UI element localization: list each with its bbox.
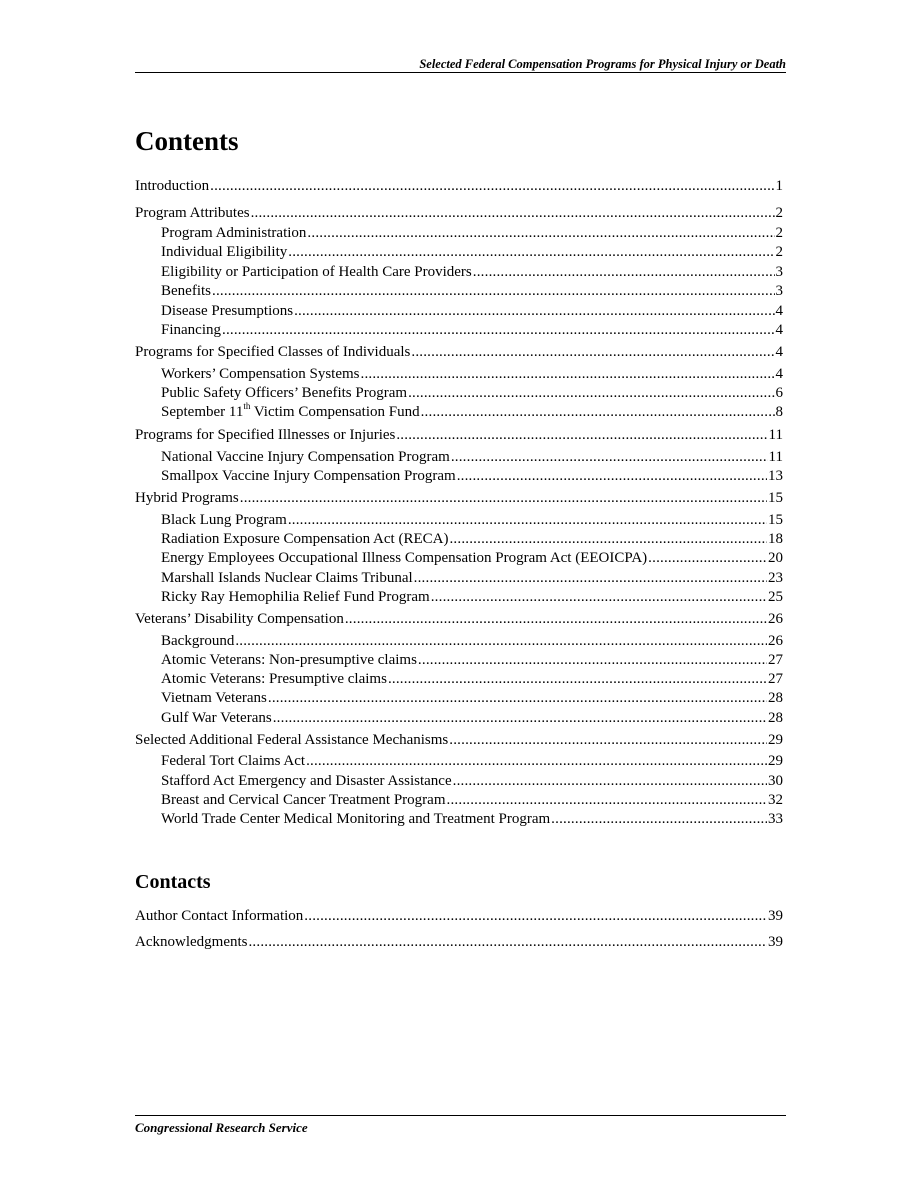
toc-page-number: 11 bbox=[768, 427, 783, 443]
toc-entry-label: National Vaccine Injury Compensation Program bbox=[161, 449, 450, 465]
toc-entry-label: Smallpox Vaccine Injury Compensation Program bbox=[161, 468, 456, 484]
toc-dot-leader bbox=[306, 752, 767, 771]
toc-entry-smallpox-vaccine[interactable] bbox=[161, 467, 783, 486]
toc-entry-ricky-ray[interactable] bbox=[161, 588, 783, 607]
toc-entry-label: Selected Additional Federal Assistance Mechanisms bbox=[135, 732, 449, 748]
toc-entry-september-11-fund[interactable] bbox=[161, 403, 783, 422]
toc-page-number: 4 bbox=[775, 344, 783, 360]
toc-entry-label: Breast and Cervical Cancer Treatment Program bbox=[161, 792, 446, 808]
toc-page-number: 1 bbox=[775, 178, 783, 194]
toc-dot-leader bbox=[451, 448, 768, 467]
toc-dot-leader bbox=[449, 731, 767, 750]
toc-dot-leader bbox=[212, 282, 775, 301]
toc-entry-hybrid-programs[interactable] bbox=[135, 489, 783, 508]
toc-page-number: 18 bbox=[768, 531, 783, 547]
toc-page-number: 27 bbox=[768, 671, 783, 687]
toc-page-number: 15 bbox=[768, 512, 783, 528]
toc-entry-label: Public Safety Officers’ Benefits Program bbox=[161, 385, 408, 401]
footer-rule bbox=[135, 1115, 786, 1116]
toc-entry-individual-eligibility[interactable] bbox=[161, 243, 783, 262]
toc-dot-leader bbox=[304, 907, 767, 926]
contents-heading: Contents bbox=[135, 126, 239, 156]
toc-entry-label: Atomic Veterans: Presumptive claims bbox=[161, 671, 387, 687]
toc-entry-label-part: Victim Compensation Fund bbox=[250, 404, 420, 420]
toc-entry-label: Individual Eligibility bbox=[161, 244, 288, 260]
toc-entry-label: Gulf War Veterans bbox=[161, 710, 272, 726]
toc-entry-label: Programs for Specified Classes of Individuals bbox=[135, 344, 411, 360]
toc-page-number: 20 bbox=[768, 550, 783, 566]
toc-page-number: 23 bbox=[768, 570, 783, 586]
toc-page-number: 6 bbox=[775, 385, 783, 401]
toc-entry-label: Disease Presumptions bbox=[161, 303, 294, 319]
toc-entry-eeoicpa[interactable] bbox=[161, 549, 783, 568]
toc-dot-leader bbox=[388, 670, 767, 689]
toc-entry-additional-assistance[interactable] bbox=[135, 731, 783, 750]
toc-page-number: 4 bbox=[775, 322, 783, 338]
toc-dot-leader bbox=[473, 263, 775, 282]
toc-entry-label: Programs for Specified Illnesses or Injuries bbox=[135, 427, 396, 443]
toc-page-number: 26 bbox=[768, 633, 783, 649]
toc-entry-label: Black Lung Program bbox=[161, 512, 287, 528]
toc-dot-leader bbox=[248, 933, 767, 952]
toc-entry-label: Eligibility or Participation of Health Care Providers bbox=[161, 264, 472, 280]
toc-page-number: 25 bbox=[768, 589, 783, 605]
ordinal-superscript: th bbox=[243, 401, 251, 411]
toc-entry-disease-presumptions[interactable] bbox=[161, 302, 783, 321]
toc-page-number: 28 bbox=[768, 710, 783, 726]
toc-entry-financing[interactable] bbox=[161, 321, 783, 340]
toc-entry-label: Financing bbox=[161, 322, 221, 338]
toc-dot-leader bbox=[411, 343, 774, 362]
toc-entry-health-care-providers[interactable] bbox=[161, 263, 783, 282]
toc-entry-atomic-presumptive[interactable] bbox=[161, 670, 783, 689]
toc-entry-label: Introduction bbox=[135, 178, 210, 194]
toc-entry-workers-compensation[interactable] bbox=[161, 365, 783, 384]
toc-entry-label: Radiation Exposure Compensation Act (RECA) bbox=[161, 531, 449, 547]
toc-page-number: 2 bbox=[775, 244, 783, 260]
toc-entry-label: Energy Employees Occupational Illness Compensation Program Act (EEOICPA) bbox=[161, 550, 648, 566]
toc-page-number: 2 bbox=[775, 205, 783, 221]
toc-page-number: 13 bbox=[768, 468, 783, 484]
toc-entry-label: Acknowledgments bbox=[135, 934, 248, 950]
toc-entry-label: Stafford Act Emergency and Disaster Assistance bbox=[161, 773, 452, 789]
toc-dot-leader bbox=[307, 224, 774, 243]
toc-entry-world-trade-center[interactable] bbox=[161, 810, 783, 829]
toc-page-number: 11 bbox=[768, 449, 783, 465]
toc-dot-leader bbox=[235, 632, 767, 651]
toc-entry-label: Atomic Veterans: Non-presumptive claims bbox=[161, 652, 417, 668]
toc-page-number: 28 bbox=[768, 690, 783, 706]
toc-page-number: 33 bbox=[768, 811, 783, 827]
toc-dot-leader bbox=[240, 489, 767, 508]
toc-dot-leader bbox=[222, 321, 775, 340]
toc-entry-label-part: September 11 bbox=[161, 404, 244, 420]
toc-page-number: 2 bbox=[775, 225, 783, 241]
toc-dot-leader bbox=[431, 588, 767, 607]
toc-entry-label: Background bbox=[161, 633, 235, 649]
header-rule bbox=[135, 72, 786, 73]
toc-page-number: 3 bbox=[775, 283, 783, 299]
toc-dot-leader bbox=[418, 651, 767, 670]
toc-entry-public-safety-officers[interactable] bbox=[161, 384, 783, 403]
toc-entry-label: World Trade Center Medical Monitoring and Treatment Program bbox=[161, 811, 551, 827]
toc-dot-leader bbox=[408, 384, 774, 403]
contacts-heading: Contacts bbox=[135, 871, 211, 893]
toc-dot-leader bbox=[457, 467, 767, 486]
toc-entry-gulf-war-veterans[interactable] bbox=[161, 709, 783, 728]
running-header-title: Selected Federal Compensation Programs for Physical Injury or Death bbox=[419, 57, 786, 71]
toc-entry-veterans-disability[interactable] bbox=[135, 610, 783, 629]
toc-entry-label: Federal Tort Claims Act bbox=[161, 753, 306, 769]
toc-dot-leader bbox=[294, 302, 774, 321]
toc-entry-national-vaccine[interactable] bbox=[161, 448, 783, 467]
toc-dot-leader bbox=[210, 177, 774, 196]
toc-page-number: 29 bbox=[768, 732, 783, 748]
toc-entry-label: Benefits bbox=[161, 283, 211, 299]
toc-page-number: 15 bbox=[768, 490, 783, 506]
toc-entry-atomic-non-presumptive[interactable] bbox=[161, 651, 783, 670]
toc-dot-leader bbox=[449, 530, 767, 549]
toc-entry-introduction[interactable] bbox=[135, 177, 783, 196]
toc-entry-background[interactable] bbox=[161, 632, 783, 651]
toc-dot-leader bbox=[551, 810, 767, 829]
toc-dot-leader bbox=[361, 365, 775, 384]
toc-dot-leader bbox=[421, 403, 775, 422]
toc-dot-leader bbox=[447, 791, 767, 810]
toc-page-number: 27 bbox=[768, 652, 783, 668]
toc-page-number: 30 bbox=[768, 773, 783, 789]
toc-entry-label: Marshall Islands Nuclear Claims Tribunal bbox=[161, 570, 413, 586]
toc-dot-leader bbox=[648, 549, 767, 568]
toc-entry-breast-cervical-cancer[interactable] bbox=[161, 791, 783, 810]
toc-entry-black-lung[interactable] bbox=[161, 511, 783, 530]
toc-entry-author-contact[interactable] bbox=[135, 907, 783, 926]
toc-dot-leader bbox=[268, 689, 767, 708]
footer-organization: Congressional Research Service bbox=[135, 1120, 308, 1135]
toc-entry-label: Ricky Ray Hemophilia Relief Fund Program bbox=[161, 589, 430, 605]
toc-dot-leader bbox=[345, 610, 767, 629]
toc-entry-label: Program Administration bbox=[161, 225, 307, 241]
toc-entry-federal-tort-claims[interactable] bbox=[161, 752, 783, 771]
toc-entry-specified-illnesses[interactable] bbox=[135, 426, 783, 445]
toc-entry-program-administration[interactable] bbox=[161, 224, 783, 243]
toc-dot-leader bbox=[288, 243, 774, 262]
toc-entry-label bbox=[161, 403, 420, 422]
toc-dot-leader bbox=[453, 772, 767, 791]
toc-page-number: 8 bbox=[775, 404, 783, 420]
toc-entry-label: Workers’ Compensation Systems bbox=[161, 366, 360, 382]
toc-dot-leader bbox=[414, 569, 767, 588]
toc-dot-leader bbox=[396, 426, 767, 445]
toc-page-number: 39 bbox=[768, 934, 783, 950]
toc-entry-marshall-islands[interactable] bbox=[161, 569, 783, 588]
toc-entry-benefits[interactable] bbox=[161, 282, 783, 301]
toc-page-number: 3 bbox=[775, 264, 783, 280]
toc-entry-label: Veterans’ Disability Compensation bbox=[135, 611, 344, 627]
toc-page-number: 29 bbox=[768, 753, 783, 769]
toc-page-number: 4 bbox=[775, 303, 783, 319]
toc-entry-label: Vietnam Veterans bbox=[161, 690, 267, 706]
toc-dot-leader bbox=[273, 709, 767, 728]
toc-page-number: 32 bbox=[768, 792, 783, 808]
toc-dot-leader bbox=[288, 511, 767, 530]
toc-entry-reca[interactable] bbox=[161, 530, 783, 549]
toc-entry-specified-classes[interactable] bbox=[135, 343, 783, 362]
toc-page-number: 39 bbox=[768, 908, 783, 924]
toc-dot-leader bbox=[251, 204, 775, 223]
toc-entry-label: Author Contact Information bbox=[135, 908, 304, 924]
toc-entry-acknowledgments[interactable] bbox=[135, 933, 783, 952]
toc-entry-label: Program Attributes bbox=[135, 205, 250, 221]
toc-entry-program-attributes[interactable] bbox=[135, 204, 783, 223]
toc-page-number: 26 bbox=[768, 611, 783, 627]
toc-page-number: 4 bbox=[775, 366, 783, 382]
toc-entry-label: Hybrid Programs bbox=[135, 490, 239, 506]
toc-entry-vietnam-veterans[interactable] bbox=[161, 689, 783, 708]
toc-entry-stafford-act[interactable] bbox=[161, 772, 783, 791]
